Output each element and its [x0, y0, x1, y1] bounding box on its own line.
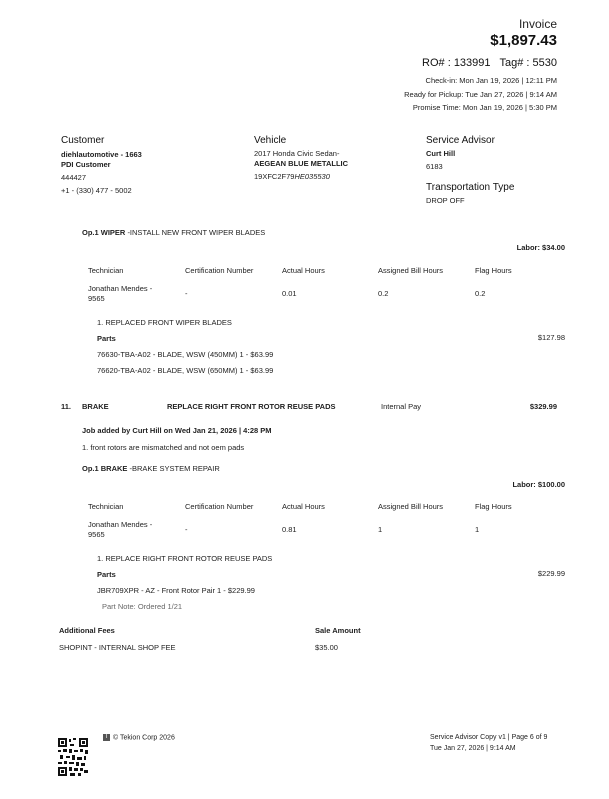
invoice-title: Invoice: [518, 17, 557, 31]
op-brake-desc: -BRAKE SYSTEM REPAIR: [129, 464, 220, 473]
check-in-time: Check-in: Mon Jan 19, 2026 | 12:11 PM: [425, 76, 557, 85]
vehicle-heading: Vehicle: [254, 135, 287, 146]
wiper-assigned-hours: 0.2: [378, 289, 389, 298]
brake-part: JBR709XPR - AZ - Front Rotor Pair 1 - $229.99: [97, 586, 255, 595]
vehicle-model: 2017 Honda Civic Sedan-: [254, 149, 340, 158]
brake-parts-label: Parts: [97, 570, 116, 579]
customer-heading: Customer: [61, 135, 105, 146]
brake-assigned-hours: 1: [378, 525, 383, 534]
qr-code: [58, 738, 88, 776]
brake-th-cert: Certification Number: [185, 502, 254, 511]
footer-date: Tue Jan 27, 2026 | 9:14 AM: [430, 745, 516, 752]
op-wiper-desc: -INSTALL NEW FRONT WIPER BLADES: [127, 228, 266, 237]
tekion-logo-icon: T: [104, 734, 109, 740]
wiper-flag-hours: 0.2: [475, 289, 486, 298]
wiper-th-flag: Flag Hours: [475, 266, 512, 275]
vin-prefix: 19XFC2F79: [254, 172, 295, 181]
brake-story: 1. REPLACE RIGHT FRONT ROTOR REUSE PADS: [97, 554, 273, 563]
wiper-th-cert: Certification Number: [185, 266, 254, 275]
fees-heading: Additional Fees: [59, 626, 115, 635]
advisor-heading: Service Advisor: [426, 135, 495, 146]
ro-tag-line: RO# : 133991 Tag# : 5530: [422, 57, 557, 69]
advisor-number: 6183: [426, 162, 443, 171]
wiper-th-technician: Technician: [88, 266, 124, 275]
wiper-story: 1. REPLACED FRONT WIPER BLADES: [97, 318, 232, 327]
job-note: 1. front rotors are mismatched and not oem pads: [82, 443, 245, 452]
brake-tech-line1: Jonathan Mendes -: [88, 520, 153, 529]
promise-time: Promise Time: Mon Jan 19, 2026 | 5:30 PM: [412, 103, 557, 112]
wiper-th-actual: Actual Hours: [282, 266, 325, 275]
vehicle-color: AEGEAN BLUE METALLIC: [254, 159, 349, 168]
advisor-name: Curt Hill: [426, 149, 456, 158]
brake-th-actual: Actual Hours: [282, 502, 325, 511]
invoice-total: $1,897.43: [490, 32, 557, 49]
brake-th-assigned: Assigned Bill Hours: [378, 502, 444, 511]
wiper-part-1: 76630-TBA-A02 - BLADE, WSW (450MM) 1 - $63.99: [97, 350, 274, 359]
job-amount: $329.99: [529, 402, 557, 411]
footer-copyright-text: © Tekion Corp 2026: [113, 734, 175, 742]
fees-amount-heading: Sale Amount: [315, 626, 361, 635]
brake-part-note: Part Note: Ordered 1/21: [102, 602, 183, 611]
customer-type: PDI Customer: [61, 160, 111, 169]
job-number: 11.: [61, 402, 72, 411]
op-brake-code: Op.1 BRAKE: [82, 464, 128, 473]
wiper-parts-label: Parts: [97, 334, 116, 343]
transport-heading: Transportation Type: [426, 182, 515, 193]
op-brake-line: [82, 464, 220, 473]
brake-cert: -: [185, 525, 188, 534]
op-brake-labor: Labor: $100.00: [512, 480, 565, 489]
wiper-part-2: 76620-TBA-A02 - BLADE, WSW (650MM) 1 - $63.99: [97, 366, 274, 375]
brake-th-flag: Flag Hours: [475, 502, 512, 511]
vehicle-vin: [254, 172, 330, 181]
op-wiper-line: [82, 228, 265, 237]
job-name: BRAKE: [82, 402, 109, 411]
transport-value: DROP OFF: [426, 196, 465, 205]
brake-parts-total: $229.99: [537, 569, 565, 578]
brake-tech-line2: 9565: [88, 530, 105, 539]
vin-suffix: HE035530: [294, 172, 330, 181]
job-desc: REPLACE RIGHT FRONT ROTOR REUSE PADS: [167, 402, 336, 411]
wiper-tech-line1: Jonathan Mendes -: [88, 284, 153, 293]
customer-name: diehlautomotive - 1663: [61, 150, 142, 159]
fee-name: SHOPINT - INTERNAL SHOP FEE: [59, 643, 176, 652]
brake-flag-hours: 1: [475, 525, 480, 534]
wiper-actual-hours: 0.01: [282, 289, 297, 298]
footer-copyright: [103, 734, 175, 741]
op-wiper-labor: Labor: $34.00: [516, 243, 565, 252]
wiper-tech-line2: 9565: [88, 294, 105, 303]
job-pay-type: Internal Pay: [381, 402, 422, 411]
op-wiper-code: Op.1 WIPER: [82, 228, 126, 237]
brake-actual-hours: 0.81: [282, 525, 297, 534]
customer-id: 444427: [61, 173, 87, 182]
job-added-by: Job added by Curt Hill on Wed Jan 21, 2026 | 4:28 PM: [82, 426, 272, 435]
wiper-th-assigned: Assigned Bill Hours: [378, 266, 444, 275]
footer-copy-info: Service Advisor Copy v1 | Page 6 of 9: [430, 734, 548, 741]
wiper-parts-total: $127.98: [537, 333, 565, 342]
ready-pickup-time: Ready for Pickup: Tue Jan 27, 2026 | 9:14 AM: [404, 90, 557, 99]
wiper-cert: -: [185, 289, 188, 298]
customer-phone: +1 - (330) 477 - 5002: [61, 186, 132, 195]
fee-amount: $35.00: [315, 643, 338, 652]
brake-th-technician: Technician: [88, 502, 124, 511]
